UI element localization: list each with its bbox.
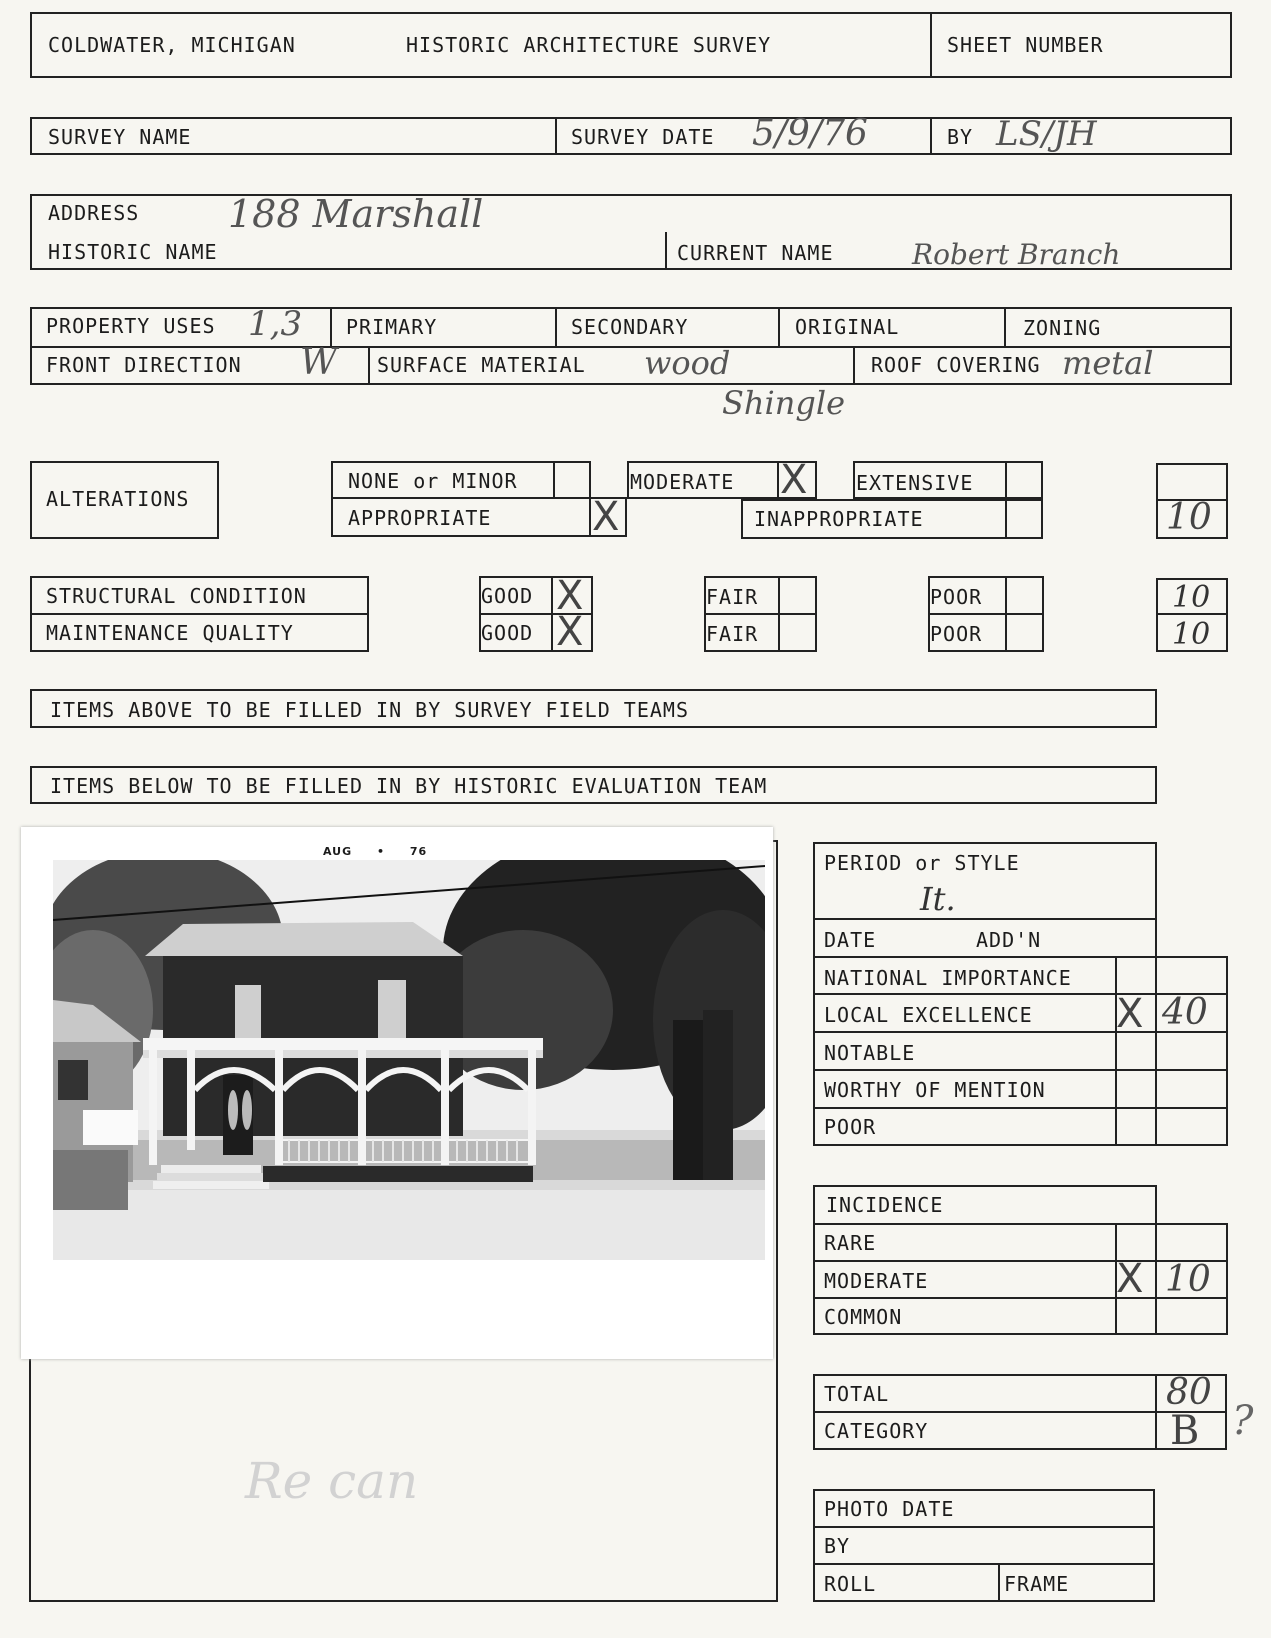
period-value: It. <box>920 880 956 918</box>
structural-good-check: X <box>556 573 584 619</box>
condition-fair-vdiv <box>778 576 780 652</box>
category-label: CATEGORY <box>824 1419 929 1443</box>
original-label: ORIGINAL <box>795 315 900 339</box>
photo-stamp-month: AUG <box>323 845 353 858</box>
address-label: ADDRESS <box>48 201 140 225</box>
eval-date-label: DATE <box>824 928 877 952</box>
alt-appropriate-check: X <box>592 494 620 540</box>
inc-moderate-score: 10 <box>1165 1259 1211 1300</box>
house-photograph <box>21 827 773 1359</box>
front-direction-value: W <box>300 342 338 383</box>
prop-div-5 <box>368 346 370 385</box>
note-below: ITEMS BELOW TO BE FILLED IN BY HISTORIC EVALUATION TEAM <box>50 774 768 798</box>
structural-good: GOOD <box>481 584 534 608</box>
notable-label: NOTABLE <box>824 1041 916 1065</box>
header-city: COLDWATER, MICHIGAN <box>48 33 296 57</box>
inc-moderate-label: MODERATE <box>824 1269 929 1293</box>
alt-moderate-label: MODERATE <box>630 470 735 494</box>
total-vdivider <box>1155 1374 1157 1450</box>
structural-poor: POOR <box>930 585 983 609</box>
prop-div-4 <box>1004 307 1006 346</box>
alt-none-minor-label: NONE or MINOR <box>348 469 518 493</box>
front-direction-label: FRONT DIRECTION <box>46 353 242 377</box>
photo-date-label: PHOTO DATE <box>824 1497 955 1521</box>
survey-divider-1 <box>555 117 557 155</box>
roll-label: ROLL <box>824 1572 877 1596</box>
house-image <box>53 860 765 1260</box>
survey-date-label: SURVEY DATE <box>571 125 715 149</box>
property-uses-value: 1,3 <box>248 304 303 344</box>
condition-fair-hdiv <box>704 613 817 615</box>
maintenance-score: 10 <box>1172 617 1211 652</box>
eval-addn-label: ADD'N <box>976 928 1042 952</box>
property-uses-label: PROPERTY USES <box>46 314 216 338</box>
header-divider <box>930 12 932 78</box>
photo-info-vdivider <box>998 1563 1000 1602</box>
survey-divider-2 <box>930 117 932 155</box>
maintenance-poor: POOR <box>930 622 983 646</box>
structural-fair: FAIR <box>706 585 759 609</box>
worthy-label: WORTHY OF MENTION <box>824 1078 1046 1102</box>
survey-by-label: BY <box>947 125 974 149</box>
condition-good-vdiv <box>551 576 553 652</box>
secondary-label: SECONDARY <box>571 315 689 339</box>
eval-line-6 <box>813 1107 1227 1109</box>
local-excellence-label: LOCAL EXCELLENCE <box>824 1003 1033 1027</box>
photo-stamp-year: 76 <box>409 845 428 858</box>
prop-div-2 <box>555 307 557 346</box>
eval-score-col-end <box>1226 956 1228 1146</box>
category-question-mark: ? <box>1232 1398 1254 1444</box>
surface-material-value-2: Shingle <box>722 384 846 422</box>
sheet-number-label: SHEET NUMBER <box>947 33 1104 57</box>
structural-label: STRUCTURAL CONDITION <box>46 584 307 608</box>
rare-label: RARE <box>824 1231 877 1255</box>
zoning-label: ZONING <box>1023 316 1102 340</box>
survey-name-label: SURVEY NAME <box>48 125 192 149</box>
address-value: 188 Marshall <box>228 192 484 236</box>
category-value: B <box>1170 1408 1200 1454</box>
photo-stamp-dot: • <box>376 845 386 858</box>
roof-covering-label: ROOF COVERING <box>871 353 1041 377</box>
survey-by-value: LS/JH <box>996 114 1097 154</box>
note-above-end <box>1155 689 1157 728</box>
photo-info-line-2 <box>813 1563 1155 1565</box>
current-name-label: CURRENT NAME <box>677 241 834 265</box>
frame-label: FRAME <box>1004 1572 1070 1596</box>
alt-extensive-label: EXTENSIVE <box>856 471 974 495</box>
alt-none-minor-divider <box>553 461 555 499</box>
local-excellence-check: X <box>1116 991 1144 1037</box>
inc-line-4 <box>813 1333 1227 1335</box>
eval-line-7 <box>813 1144 1227 1146</box>
note-below-end <box>1155 766 1157 804</box>
total-value: 80 <box>1166 1372 1212 1413</box>
structural-score: 10 <box>1172 580 1211 615</box>
total-divider <box>813 1411 1227 1413</box>
prop-div-6 <box>853 346 855 385</box>
condition-poor-hdiv <box>928 613 1044 615</box>
maintenance-label: MAINTENANCE QUALITY <box>46 621 294 645</box>
local-excellence-score: 40 <box>1162 992 1208 1033</box>
alt-moderate-check: X <box>780 457 808 503</box>
alt-inappropriate-divider <box>1005 499 1007 539</box>
alt-appropriate-label: APPROPRIATE <box>348 506 492 530</box>
maintenance-fair: FAIR <box>706 622 759 646</box>
eval-check-col <box>1115 956 1117 1146</box>
maintenance-good-check: X <box>556 609 584 655</box>
inc-score-col-end <box>1226 1223 1228 1335</box>
primary-label: PRIMARY <box>346 315 438 339</box>
header-title: HISTORIC ARCHITECTURE SURVEY <box>406 33 772 57</box>
faint-pencil-note: Re can <box>245 1452 419 1510</box>
current-name-value: Robert Branch <box>912 238 1121 271</box>
eval-poor-label: POOR <box>824 1115 877 1139</box>
alt-extensive-divider <box>1005 461 1007 499</box>
historic-name-label: HISTORIC NAME <box>48 240 218 264</box>
inc-moderate-check: X <box>1116 1256 1144 1302</box>
eval-line-2 <box>813 956 1227 958</box>
total-label: TOTAL <box>824 1382 890 1406</box>
incidence-label: INCIDENCE <box>826 1193 944 1217</box>
property-mid-line <box>30 346 1232 348</box>
national-importance-label: NATIONAL IMPORTANCE <box>824 966 1072 990</box>
address-divider <box>665 232 667 270</box>
note-above: ITEMS ABOVE TO BE FILLED IN BY SURVEY FIELD TEAMS <box>50 698 690 722</box>
common-label: COMMON <box>824 1305 903 1329</box>
alt-moderate-divider <box>777 461 779 499</box>
eval-line-5 <box>813 1069 1227 1071</box>
roof-covering-value: metal <box>1062 344 1154 382</box>
prop-div-3 <box>778 307 780 346</box>
surface-material-value: wood <box>644 344 731 382</box>
prop-div-1 <box>330 307 332 346</box>
alt-inappropriate-label: INAPPROPRIATE <box>754 507 924 531</box>
alt-appropriate-divider <box>589 497 591 537</box>
maintenance-good: GOOD <box>481 621 534 645</box>
photo-info-line-1 <box>813 1526 1155 1528</box>
alt-score: 10 <box>1166 497 1212 538</box>
period-label: PERIOD or STYLE <box>824 851 1020 875</box>
surface-material-label: SURFACE MATERIAL <box>377 353 586 377</box>
eval-line-1 <box>813 918 1157 920</box>
condition-label-divider <box>30 613 369 615</box>
alterations-label: ALTERATIONS <box>46 487 190 511</box>
photo-by-label: BY <box>824 1534 851 1558</box>
inc-line-1 <box>813 1223 1227 1225</box>
condition-poor-vdiv <box>1005 576 1007 652</box>
survey-date-value: 5/9/76 <box>752 113 868 154</box>
